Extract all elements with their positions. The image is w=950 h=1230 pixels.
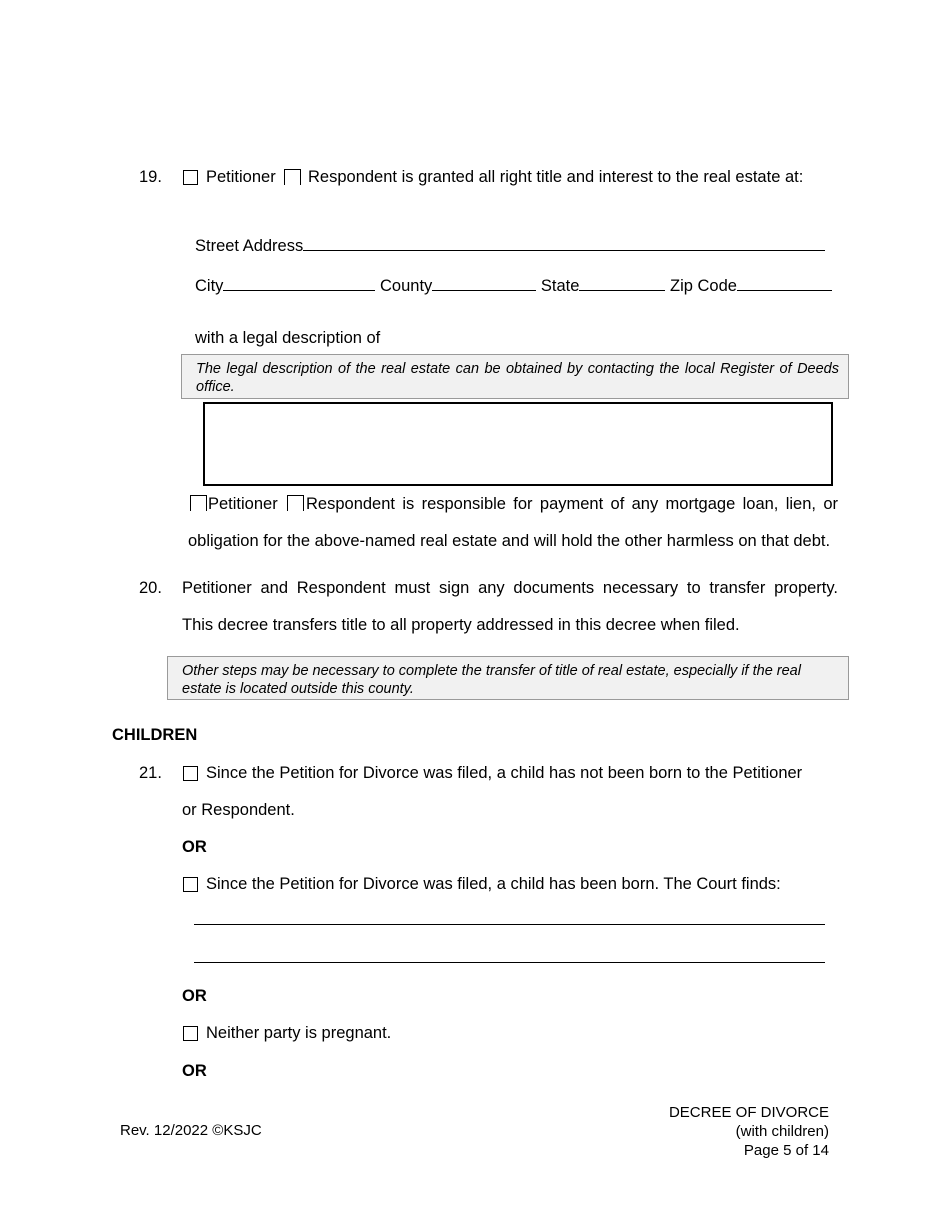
not-pregnant-checkbox[interactable] bbox=[183, 1026, 198, 1041]
item-21-number: 21. bbox=[139, 764, 162, 782]
legal-description-label: with a legal description of bbox=[195, 329, 381, 347]
item-20-line2: This decree transfers title to all property addressed in this decree when filed. bbox=[182, 616, 740, 634]
or-label-2: OR bbox=[182, 987, 207, 1005]
or-label-3: OR bbox=[182, 1062, 207, 1080]
zip-code-field[interactable] bbox=[737, 276, 832, 291]
item-19-text: Respondent is granted all right title and interest to the real estate at: bbox=[308, 168, 804, 186]
no-child-born-checkbox[interactable] bbox=[183, 766, 198, 781]
payment-petitioner-checkbox[interactable] bbox=[190, 495, 207, 511]
state-field[interactable] bbox=[579, 276, 665, 291]
payment-text-line2: obligation for the above-named real estate and will hold the other harmless on that debt. bbox=[188, 532, 831, 550]
item-19-number: 19. bbox=[139, 168, 162, 186]
city-county-state-zip-row bbox=[195, 276, 832, 296]
street-address-row bbox=[195, 236, 825, 256]
court-finds-line-1[interactable] bbox=[194, 924, 825, 925]
petitioner-label: Petitioner bbox=[206, 168, 276, 186]
item-20-line1: Petitioner and Respondent must sign any documents necessary to transfer property. bbox=[182, 579, 838, 597]
county-label: County bbox=[380, 277, 433, 295]
payment-respondent-checkbox[interactable] bbox=[287, 495, 304, 511]
revision-text: Rev. 12/2022 ©KSJC bbox=[120, 1122, 262, 1139]
children-heading: CHILDREN bbox=[112, 726, 198, 744]
street-address-label: Street Address bbox=[195, 237, 304, 255]
city-field[interactable] bbox=[223, 276, 375, 291]
payment-petitioner-label: Petitioner bbox=[208, 495, 278, 513]
respondent-checkbox[interactable] bbox=[284, 169, 301, 185]
item-20-number: 20. bbox=[139, 579, 162, 597]
child-born-text: Since the Petition for Divorce was filed, a child has been born. The Court finds: bbox=[206, 875, 781, 893]
or-label-1: OR bbox=[182, 838, 207, 856]
county-field[interactable] bbox=[432, 276, 536, 291]
legal-description-box[interactable] bbox=[203, 402, 833, 486]
payment-text-line1: Respondent is responsible for payment of any mortgage loan, lien, or bbox=[306, 495, 838, 513]
street-address-field[interactable] bbox=[303, 236, 825, 251]
child-born-checkbox[interactable] bbox=[183, 877, 198, 892]
city-label: City bbox=[195, 277, 224, 295]
transfer-note: Other steps may be necessary to complete the transfer of title of real estate, especially if the real estate is located outside this county. bbox=[167, 656, 849, 700]
not-pregnant-text: Neither party is pregnant. bbox=[206, 1024, 392, 1042]
court-finds-line-2[interactable] bbox=[194, 962, 825, 963]
no-child-born-line2: or Respondent. bbox=[182, 801, 295, 819]
zip-code-label: Zip Code bbox=[670, 277, 737, 295]
document-title: DECREE OF DIVORCE bbox=[668, 1104, 829, 1121]
no-child-born-line1: Since the Petition for Divorce was filed, a child has not been born to the Petitioner bbox=[206, 764, 803, 782]
petitioner-checkbox[interactable] bbox=[183, 170, 198, 185]
document-subtitle: (with children) bbox=[735, 1123, 829, 1140]
footer-document-info bbox=[669, 1103, 829, 1160]
state-label: State bbox=[540, 277, 580, 295]
page-number: Page 5 of 14 bbox=[743, 1142, 829, 1159]
legal-description-note: The legal description of the real estate can be obtained by contacting the local Register of Deeds office. bbox=[181, 354, 849, 399]
